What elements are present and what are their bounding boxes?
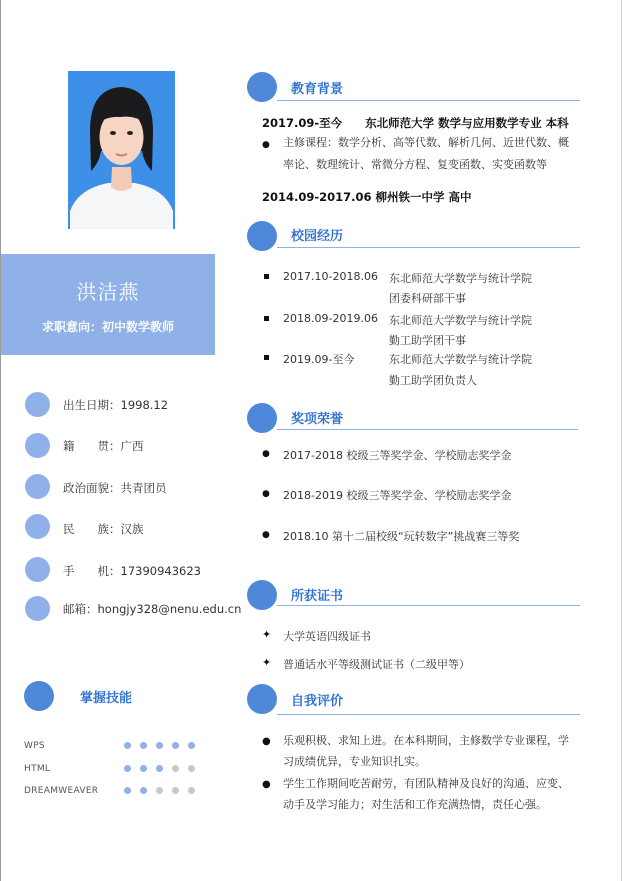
bullet-icon: ● [262,489,270,499]
awards-title: 奖项荣誉 [291,412,344,427]
skill-rating-dot [188,765,195,772]
campus-org: 东北师范大学数学与统计学院 [389,272,532,285]
info-bullet-icon [25,392,50,417]
cert-item: 普通话水平等级测试证书（二级甲等） [283,658,470,671]
info-bullet-icon [25,557,50,582]
skill-rating-dot [188,742,195,749]
skill-name: WPS [24,741,45,751]
education-entry-highschool: 2014.09-2017.06 柳州铁一中学 高中 [262,190,472,204]
award-item: 2018.10 第十二届校级“玩转数字”挑战赛三等奖 [283,530,520,543]
candidate-name: 洪洁燕 [76,280,140,304]
section-divider [277,247,580,248]
education-section-icon [247,72,277,102]
star-bullet-icon: ✦ [262,656,272,669]
campus-role: 勤工助学团干事 [389,334,466,347]
campus-title: 校园经历 [291,229,344,244]
skill-rating-dot [140,742,147,749]
skill-rating-dot [156,787,163,794]
section-divider [277,605,580,606]
info-bullet-icon [25,474,50,499]
skill-name: DREAMWEAVER [24,786,99,796]
email: 邮箱：hongjy328@nenu.edu.cn [63,602,242,616]
evaluation-item: 学生工作期间吃苦耐劳，有团队精神及良好的沟通、应变、动手及学习能力；对生活和工作充满热情，责任心强。 [283,777,569,811]
star-bullet-icon: ✦ [262,628,272,641]
bullet-icon: ● [262,140,270,150]
evaluation-item: 乐观积极、求知上进。在本科期间，主修数学专业课程，学习成绩优异，专业知识扎实。 [283,734,569,768]
section-divider [277,100,580,101]
section-divider [277,429,578,430]
skill-rating-dot [172,787,179,794]
campus-org: 东北师范大学数学与统计学院 [389,353,532,366]
profile-photo [68,71,175,229]
skill-rating-dot [188,787,195,794]
campus-date: 2017.10-2018.06 [283,270,378,283]
job-intent: 求职意向：初中数学教师 [41,320,174,334]
info-bullet-icon [25,596,50,621]
award-item: 2018-2019 校级三等奖学金、学校励志奖学金 [283,489,512,502]
campus-date: 2019.09-至今 [283,353,355,366]
skill-rating-dot [140,787,147,794]
bullet-icon: ● [262,530,270,540]
campus-org: 东北师范大学数学与统计学院 [389,314,532,327]
square-bullet-icon [264,274,269,279]
bullet-icon: ● [262,449,270,459]
skill-rating-dot [124,765,131,772]
skill-rating-dot [156,742,163,749]
skill-rating-dot [124,742,131,749]
skill-rating-dot [124,787,131,794]
cert-item: 大学英语四级证书 [283,630,371,643]
courses-text: 主修课程：数学分析、高等代数、解析几何、近世代数、概率论、数理统计、常微分方程、复变函数、实变函数等 [283,136,569,171]
square-bullet-icon [264,355,269,360]
campus-role: 团委科研部干事 [389,292,466,305]
drop-bullet-icon: ● [262,736,271,747]
section-divider [277,714,580,715]
native-place: 籍 贯：广西 [63,439,144,453]
awards-section-icon [247,403,277,433]
skill-rating-dot [172,765,179,772]
info-bullet-icon [25,514,50,539]
award-item: 2017-2018 校级三等奖学金、学校励志奖学金 [283,449,512,462]
drop-bullet-icon: ● [262,779,271,790]
campus-date: 2018.09-2019.06 [283,312,378,325]
phone: 手 机：17390943623 [63,564,201,578]
ethnicity: 民 族：汉族 [63,522,144,536]
skill-rating-dot [172,742,179,749]
info-bullet-icon [25,433,50,458]
skill-name: HTML [24,764,51,774]
evaluation-section-icon [247,684,277,714]
skill-rating-dot [140,765,147,772]
political-status: 政治面貌：共青团员 [63,481,167,495]
campus-role: 勤工助学团负责人 [389,374,477,387]
certs-title: 所获证书 [291,589,344,604]
education-entry-university: 2017.09-至今 东北师范大学 数学与应用数学专业 本科 [262,116,569,130]
skills-section-icon [24,681,54,711]
certs-section-icon [247,580,277,610]
education-title: 教育背景 [291,82,344,97]
campus-section-icon [247,221,277,251]
skill-rating-dot [156,765,163,772]
skills-title: 掌握技能 [80,691,133,706]
evaluation-title: 自我评价 [291,694,344,709]
birth-date: 出生日期：1998.12 [63,398,169,412]
square-bullet-icon [264,316,269,321]
